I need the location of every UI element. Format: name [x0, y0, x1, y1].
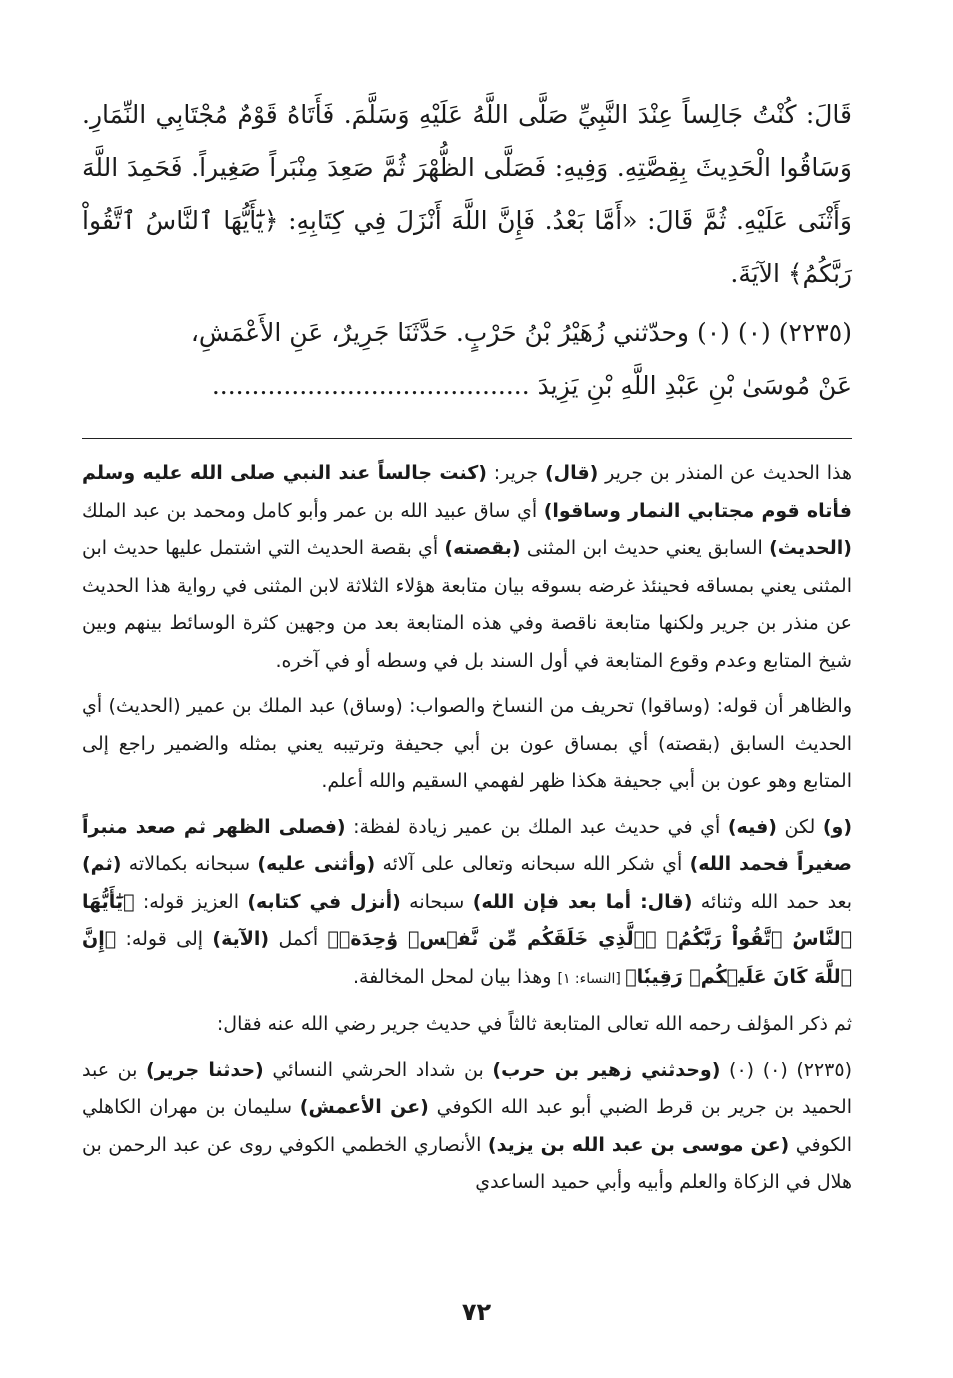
text-run: أي ساق عبيد الله بن عمر وأبو كامل ومحمد بن عبد الملك: [82, 499, 544, 522]
page-number: ٧٢: [461, 1298, 492, 1326]
bold-run: (فيه): [727, 815, 777, 838]
text-run: بعد حمد الله وثنائه: [692, 890, 852, 913]
text-run: أي في حديث عبد الملك بن عمير زيادة لفظة:: [345, 815, 728, 838]
hadith-paragraph-2-line-1: (٢٢٣٥) (٠) (٠) وحدّثني زُهَيْرُ بْنُ حَرْبٍ. حَدَّثَنَا جَرِيرٌ، عَنِ الأَعْمَشِ،: [190, 318, 852, 347]
bold-run: (الحديث): [769, 537, 852, 559]
bold-run: (عن موسى بن عبد الله بن يزيد): [487, 1133, 790, 1156]
text-run: أي بقصة الحديث التي اشتمل عليها حديث ابن المثنى يعني بمساقه فحينئذ غرضه بسوقه بيان متابعة هؤلاء الثلاثة لابن المثنى في رواية هذا الحديث عن منذر بن جرير ولكنها متابعة ناقصة وفي هذه المتابعة بعد من وجهين كثرة الوسائط بينهم وبين شيخ المتابع وعدم وقوع المتابعة في أول السند بل في وسطه أو في آخره.: [82, 537, 852, 672]
quran-verse: ﴿يَٰٓأَيُّهَا ٱلنَّاسُ ٱتَّقُواْ رَبَّكُمُ﴾ ﴿ٱلَّذِي خَلَقَكُم مِّن نَّفۡسٖ وَٰحِدَةٖ﴾: [82, 890, 852, 950]
text-run: سليمان بن مهران الكاهلي الكوفي: [82, 1096, 852, 1156]
text-run: أي شكر الله سبحانه وتعالى على آلائه: [375, 853, 690, 875]
hadith-paragraph-2-line-2: عَنْ مُوسَىٰ بْنِ عَبْدِ اللَّهِ بْنِ يَزِيدَ ........................................: [211, 371, 852, 400]
bold-run: (بقصته): [444, 537, 521, 559]
commentary-paragraph-2: والظاهر أن قوله: (وساقوا) تحريف من النساخ والصواب: (وساق) عبد الملك بن عمير (الحديث) أي الحديث السابق (بقصته) أي بمساق عون بن أبي جحيفة وترتيبه يعني بمثله والضمير راجع إلى المتابع وهو عون بن أبي جحيفة هكذا ظهر لفهمي السقيم والله أعلم.: [82, 695, 852, 792]
hadith-text: [82, 88, 852, 412]
commentary-paragraph-4: ثم ذكر المؤلف رحمه الله تعالى المتابعة ثالثاً في حديث جرير رضي الله عنه فقال:: [216, 1013, 852, 1035]
bold-run: (قال): [544, 462, 599, 484]
text-run: (٢٢٣٥) (٠) (٠): [720, 1058, 853, 1081]
bold-run: (ثم): [82, 853, 122, 875]
bold-run: (وأثنى عليه): [257, 853, 376, 875]
commentary-paragraph-5: [82, 1052, 852, 1202]
bold-run: (أنزل في كتابه): [247, 890, 401, 913]
text-run: الأنصاري الخطمي الكوفي روى عن عبد الرحمن بن هلال في الزكاة والعلم وأبيه وأبي حميد الساعدي: [82, 1133, 852, 1193]
text-run: بن شداد الحرشي النسائي: [263, 1058, 493, 1081]
bold-run: (الآية): [212, 928, 270, 950]
hadith-paragraph-1: قَالَ: كُنْتُ جَالِساً عِنْدَ النَّبِيِّ صَلَّى اللَّهُ عَلَيْهِ وَسَلَّمَ. فَأَتَاهُ قَوْمٌ مُجْتَابِي النِّمَارِ. وَسَاقُوا الْحَدِيثَ بِقِصَّتِهِ. وَفِيهِ: فَصَلَّى الظُّهْرَ ثُمَّ صَعِدَ مِنْبَراً صَغِيراً. فَحَمِدَ اللَّهَ وَأَثْنَى عَلَيْهِ. ثُمَّ قَالَ: «أَمَّا بَعْدُ. فَإِنَّ اللَّهَ أَنْزَلَ فِي كِتَابِهِ: ﴿يَٰٓأَيُّهَا ٱلنَّاسُ ٱتَّقُواْ رَبَّكُمُ﴾ الآيَةَ.: [82, 100, 852, 288]
bold-run: (عن الأعمش): [299, 1096, 429, 1118]
text-run: إلى قوله:: [116, 928, 213, 950]
bold-run: (كنت جالساً عند النبي صلى الله عليه وسلم فأتاه قوم مجتابي النمار وساقوا): [82, 462, 852, 522]
text-run: أكمل: [269, 928, 328, 950]
text-run: وهذا بيان لمحل المخالفة.: [352, 965, 558, 988]
text-run: العزيز قوله:: [134, 890, 248, 913]
text-run: جرير:: [486, 462, 545, 484]
bold-run: (فصلى الظهر ثم صعد منبراً صغيراً فحمد الله): [82, 815, 852, 875]
bold-run: (و): [822, 815, 853, 838]
bold-run: (قال: أما بعد فإن الله): [472, 890, 693, 913]
section-divider: [82, 438, 852, 439]
commentary-paragraph-3: [82, 809, 852, 999]
page-content: [82, 88, 852, 1210]
verse-reference: [النساء: ١]: [557, 970, 626, 987]
commentary-text: [82, 455, 852, 1202]
text-run: لكن: [776, 815, 823, 838]
bold-run: (حدثنا جرير): [146, 1058, 264, 1081]
bold-run: (وحدثني زهير بن حرب): [492, 1058, 721, 1081]
commentary-paragraph-1: [82, 455, 852, 680]
text-run: بن عبد الحميد بن جرير بن قرط الضبي أبو عبد الله الكوفي: [82, 1058, 852, 1118]
hadith-paragraph-2: [82, 306, 852, 412]
text-run: سبحانه: [400, 890, 473, 913]
text-run: السابق يعني حديث ابن المثنى: [520, 537, 770, 559]
quran-verse: ﴿إِنَّ ٱللَّهَ كَانَ عَلَيۡكُمۡ رَقِيبٗا﴾: [82, 928, 852, 988]
text-run: سبحانه بكمالاته: [121, 853, 258, 875]
text-run: هذا الحديث عن المنذر بن جرير: [598, 462, 853, 484]
